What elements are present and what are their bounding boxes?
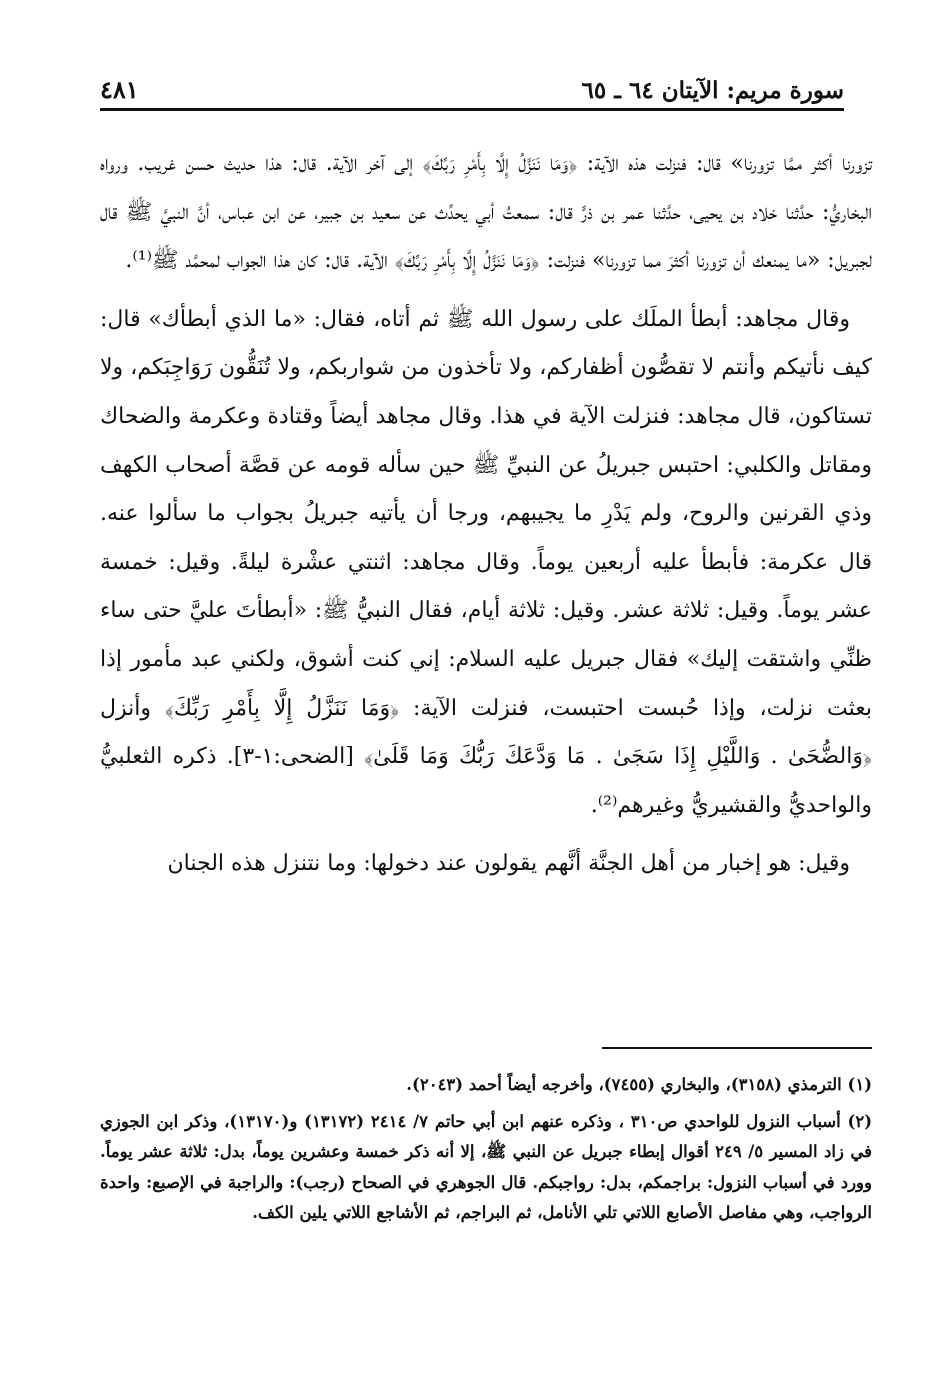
paragraph: وقيل: هو إخبار من أهل الجنَّة أنَّهم يقولون عند دخولها: وما نتنزل هذه الجنان — [167, 851, 850, 877]
main-text — [100, 140, 872, 899]
page-number: ٤٨١ — [100, 75, 139, 104]
paragraph: وقال مجاهد: أبطأ الملَك على رسول الله ﷺ ثم أتاه، فقال: «ما الذي أبطأك» قال: كيف نأتيكم وأنتم لا تقصُّون أظفاركم، ولا تأخذون من شواربكم، ولا تُنَقُّون رَوَاجِبَكم، ولا تستاكون، قال مجاهد: فنزلت الآية في هذا. وقال مجاهد أيضاً وقتادة وعكرمة والضحاك ومقاتل والكلبي: احتبس جبريلُ عن النبيِّ ﷺ حين سأله قومه عن قصَّة أصحاب الكهف وذي القرنين والروح، ولم يَدْرِ ما يجيبهم، ورجا أن يأتيه جبريلُ بجواب ما سألوا عنه. قال عكرمة: فأبطأ عليه أربعين يوماً. وقال مجاهد: اثنتي عشْرة ليلةً. وقيل: خمسة عشر يوماً. وقيل: ثلاثة عشر. وقيل: ثلاثة أيام، فقال النبيُّ ﷺ: «أبطأتَ عليَّ حتى ساء ظنِّي واشتقت إليك» فقال جبريل عليه السلام: إني كنت أشوق، ولكني عبد مأمور إذا بعثت نزلت، وإذا حُبست احتبست، فنزلت الآية: ﴿وَمَا نَنَزَّلُ إِلَّا بِأَمْرِ رَبِّكَ﴾ وأنزل ﴿وَالضُّحَىٰ . وَاللَّيْلِ إِذَا سَجَىٰ . مَا وَدَّعَكَ رَبُّكَ وَمَا قَلَىٰ﴾ [الضحى:١-٣]. ذكره الثعلبيُّ والواحديُّ والقشيريُّ وغيرهم⁽²⁾. — [100, 306, 872, 818]
footnote-divider — [602, 1047, 872, 1049]
running-header — [100, 64, 844, 111]
footnote: (١) الترمذي (٣١٥٨)، والبخاري (٧٤٥٥)، وأخرجه أيضاً أحمد (٢٠٤٣). — [406, 1075, 872, 1094]
paragraph: تزورنا أكثر ممَّا تزورنا» قال: فنزلت هذه الآية: ﴿وَمَا نَنَزَّلُ إِلَّا بِأَمْرِ رَبِّكَ﴾ إلى آخر الآية. قال: هذا حديث حسن غريب. ورواه البخاريُّ: حدَّثنا خلاد بن يحيى، حدَّثنا عمر بن ذرٍّ قال: سمعتُ أبي يحدِّث عن سعيد بن جبير، عن ابن عباس، أنَّ النبيَّ ﷺ قال لجبريل: «ما يمنعك أن تزورنا أكثرَ مما تزورنا» فنزلت: ﴿وَمَا نَنَزَّلُ إِلَّا بِأَمْرِ رَبِّكَ﴾ الآية. قال: كان هذا الجواب لمحمَّد ﷺ⁽¹⁾. — [100, 151, 872, 274]
header-title: سورة مريم: الآيتان ٦٤ ـ ٦٥ — [581, 77, 844, 104]
footnote: (٢) أسباب النزول للواحدي ص٣١٠ ، وذكره عنهم ابن أبي حاتم ٧/ ٢٤١٤ (١٣١٧٢) و(١٣١٧٠)، وذكر ابن الجوزي في زاد المسير ٥/ ٢٤٩ أقوال إبطاء جبريل عن النبي ﷺ، إلا أنه ذكر خمسة وعشرين يوماً، بدل: ثلاثة عشر يوماً. وورد في أسباب النزول: براجمكم، بدل: رواجبكم. قال الجوهري في الصحاح (رجب): والراجبة في الإصبع: واحدة الرواجب، وهي مفاصل الأصابع اللاتي تلي الأنامل، ثم البراجم، ثم الأشاجع اللاتي يلين الكف. — [100, 1111, 872, 1222]
footnotes — [100, 1070, 872, 1235]
